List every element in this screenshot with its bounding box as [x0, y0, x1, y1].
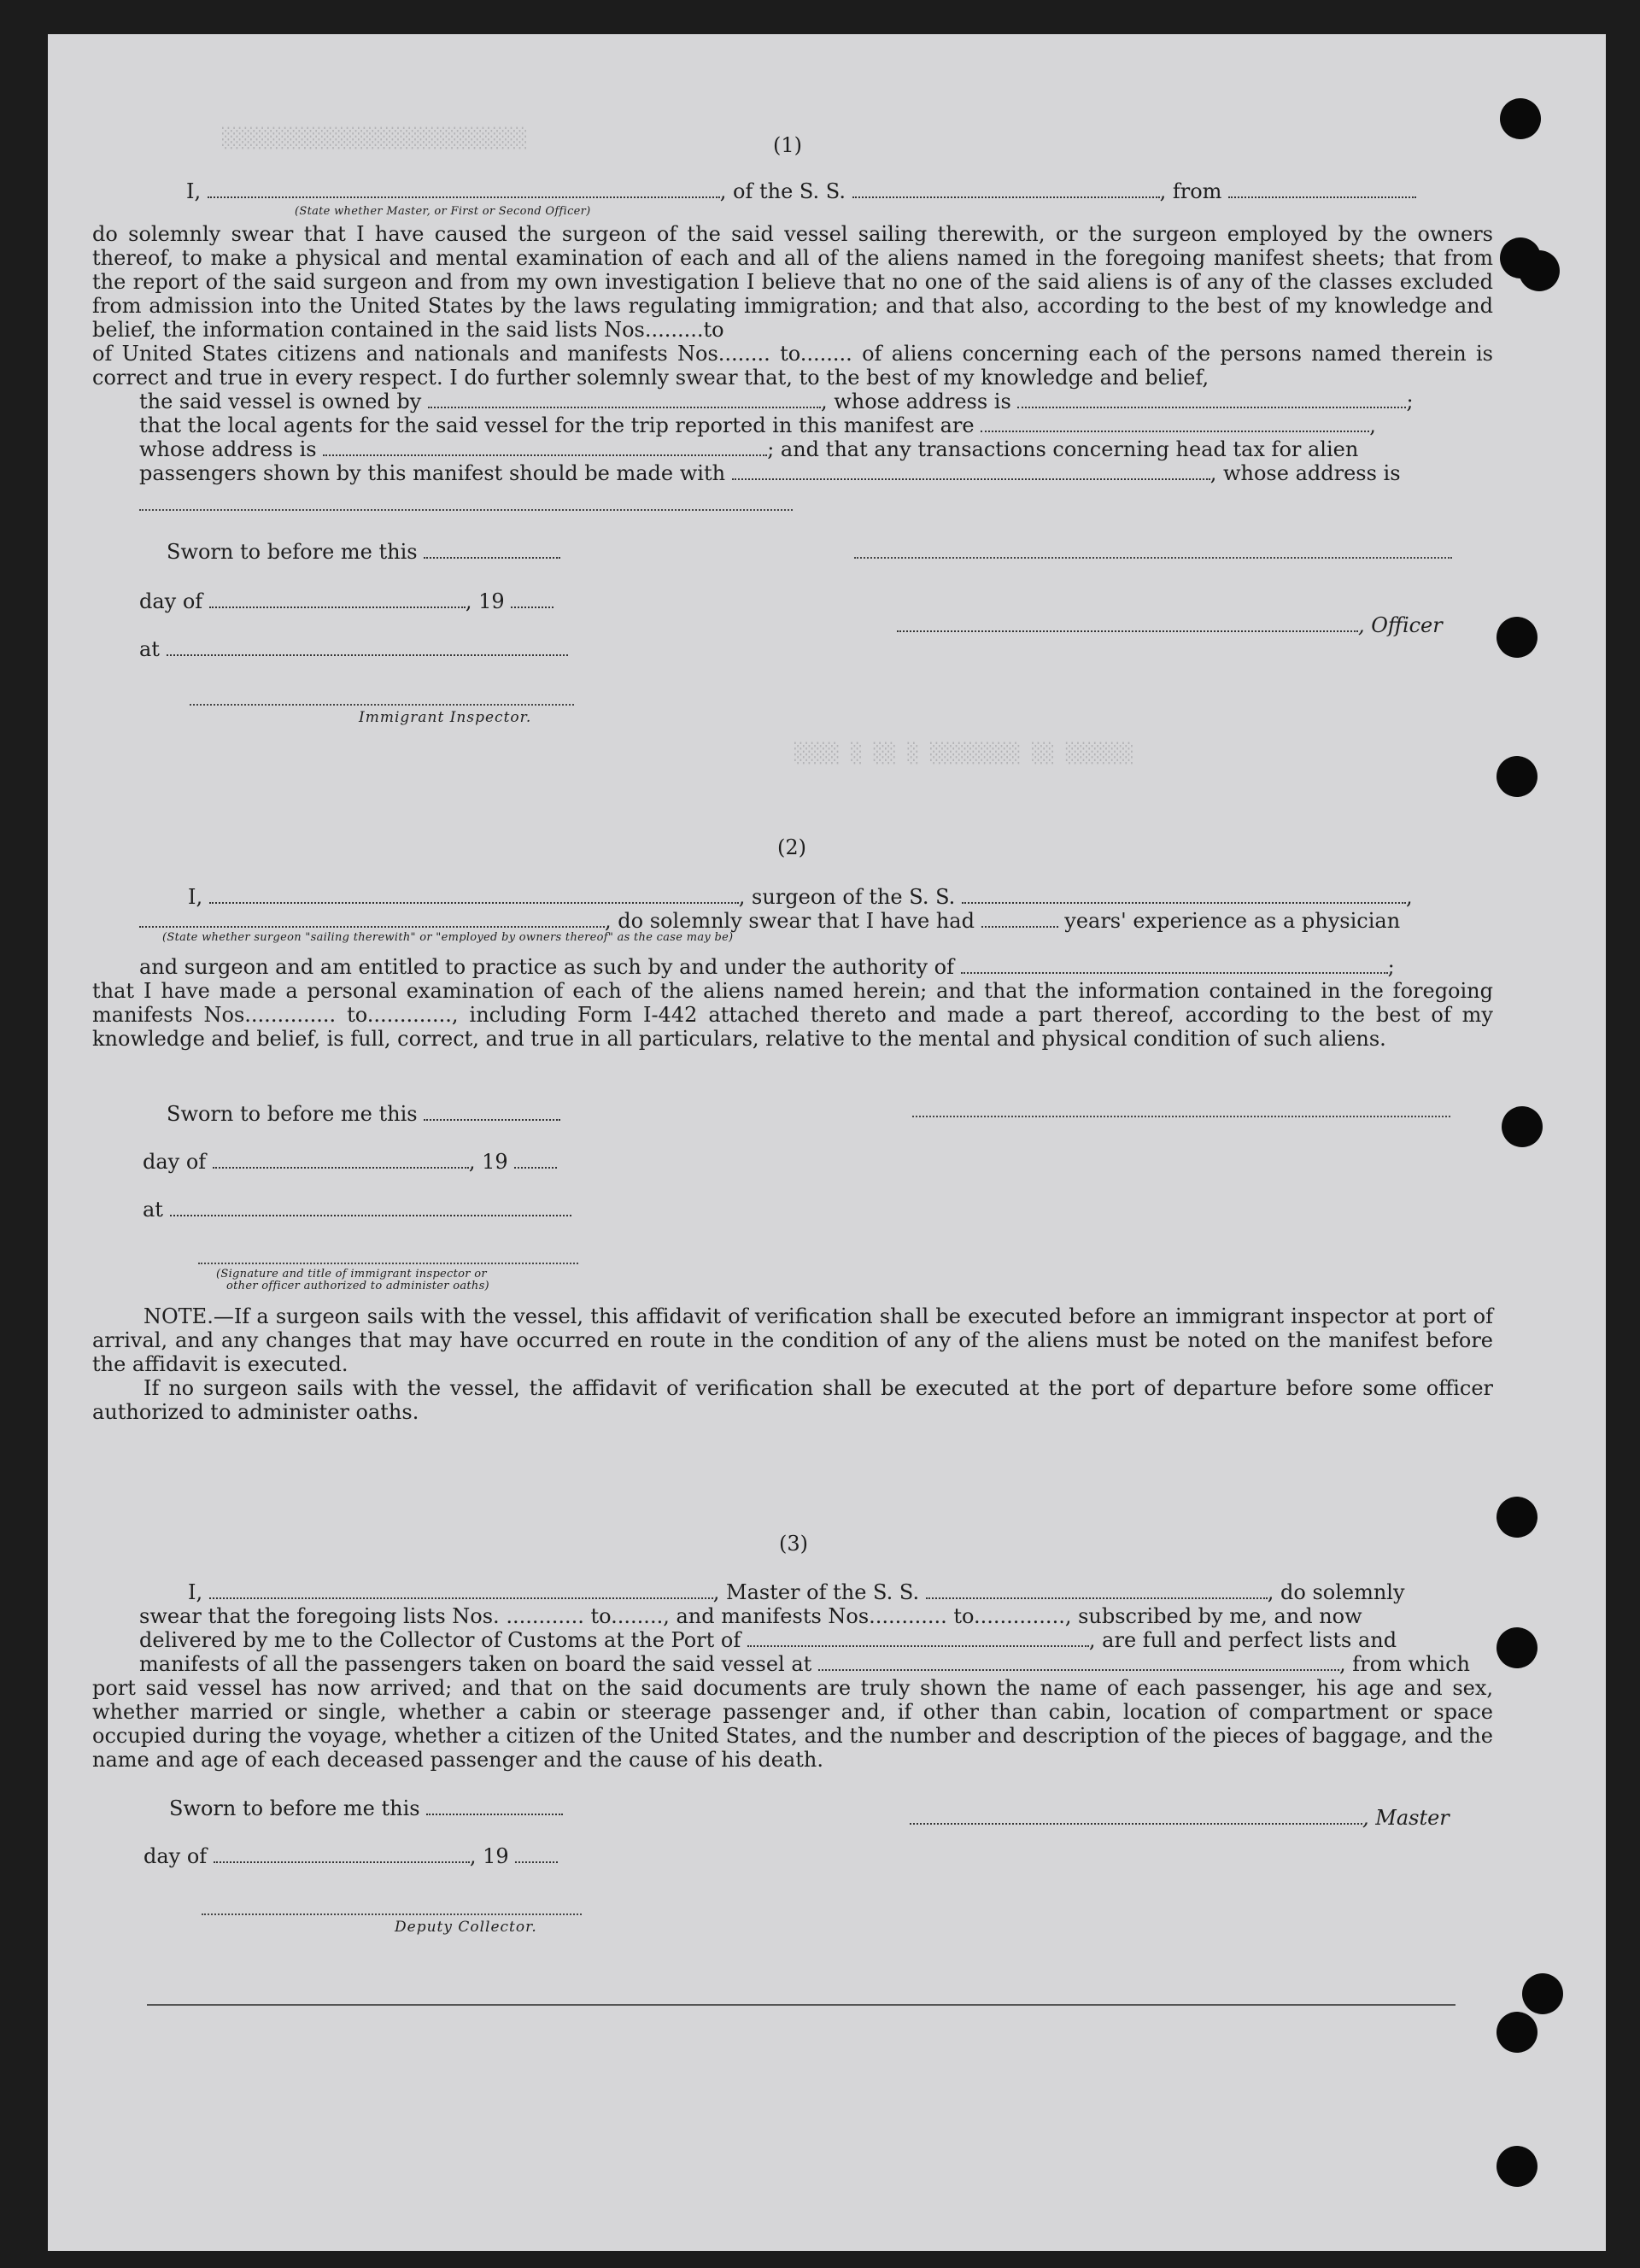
section3-paragraph: port said vessel has now arrived; and that on the said documents are truly shown the name of each passenger, his age and sex, whether married or single, whether a cabin or steerage passenger and, if other than cabin, location of compartment or space occupied during the voyage, whether a citizen of the United States, and the number and description of the pieces of baggage, and the name and age of each deceased passenger and the cause of his death. [92, 1676, 1493, 1772]
punch-hole [1502, 1106, 1543, 1147]
officer-line [897, 613, 1443, 637]
blank-year[interactable] [515, 1844, 558, 1863]
sworn-line-3 [169, 1796, 563, 1820]
blank-month[interactable] [209, 589, 466, 608]
label-owned-by: the said vessel is owned by [139, 390, 422, 413]
master-officer-note: (State whether Master, or First or Second Officer) [295, 205, 591, 218]
label-day-of: day of [143, 1150, 207, 1174]
label-years-experience: years' experience as a physician [1064, 909, 1401, 933]
label-do-solemnly: , do solemnly [1267, 1580, 1405, 1604]
sworn-line-1 [167, 540, 560, 564]
blank-sworn-date[interactable] [426, 1796, 563, 1815]
label-year: , 19 [468, 1150, 508, 1174]
label-passengers-address: , whose address is [1210, 461, 1401, 485]
blank-master-name[interactable] [208, 179, 720, 198]
signature-line-deputy[interactable] [202, 1913, 582, 1915]
at-line-2 [143, 1198, 571, 1222]
owned-by-line: the said vessel is owned by , whose address is ; [139, 390, 1414, 413]
blank-year[interactable] [514, 1150, 557, 1169]
at-line-1 [139, 637, 568, 661]
punch-hole [1522, 1973, 1563, 2014]
blank-vessel-name[interactable] [926, 1580, 1268, 1599]
label-master: , Master [1362, 1806, 1450, 1830]
label-authority: and surgeon and am entitled to practice as such by and under the authority of [139, 955, 954, 979]
section2-first-line: I, , surgeon of the S. S. , [188, 885, 1413, 909]
blank-port[interactable] [747, 1628, 1089, 1647]
note-paragraph-2: If no surgeon sails with the vessel, the affidavit of verification shall be executed at the port of departure before some officer authorized to administer oaths. [92, 1376, 1493, 1424]
label-whose-address: , whose address is [820, 390, 1011, 413]
blank-owner[interactable] [428, 390, 821, 408]
blank-head-tax-party[interactable] [732, 461, 1210, 480]
blank-surgeon-vessel[interactable] [962, 885, 1406, 904]
section1-paragraph-1: do solemnly swear that I have caused the surgeon of the said vessel sailing therewith, or the surgeon employed by the owners thereof, to make a physical and mental examination of each and all of the aliens named in the foregoing manifest sheets; that from the report of the said surgeon and from my own investigation I believe that no one of the said aliens is of any of the classes excluded from admission into the United States by the laws regulating immigration; and that also, according to the best of my knowledge and belief, the information contained in the said lists Nos.........to [92, 222, 1493, 342]
blank-from-port[interactable] [1228, 179, 1416, 198]
agents-line: that the local agents for the said vessel for the trip reported in this manifest are , [139, 413, 1376, 437]
blank-surgeon-name[interactable] [209, 885, 739, 904]
label-day-of: day of [144, 1844, 208, 1868]
blank-sworn-date[interactable] [424, 540, 560, 559]
label-from-which: , from which [1338, 1652, 1470, 1676]
blank-at-place[interactable] [170, 1198, 571, 1216]
blank-years[interactable] [981, 909, 1058, 928]
blank-at-place[interactable] [167, 637, 568, 656]
label-head-tax: ; and that any transactions concerning head tax for alien [767, 437, 1359, 461]
blank-vessel-name[interactable] [852, 179, 1160, 198]
section1-body [92, 222, 1493, 390]
section1-paragraph-2: of United States citizens and nationals and manifests Nos........ to........ of aliens concerning each of the persons named therein is correct and true in every respect. I do further solemnly swear that, to the best of my knowledge and belief, [92, 342, 1493, 390]
punch-hole [1496, 617, 1538, 658]
master-signature-line [910, 1806, 1450, 1830]
agents-address-line [139, 437, 1358, 461]
blank-sworn-date[interactable] [424, 1102, 560, 1121]
blank-authority[interactable] [961, 955, 1388, 974]
label-agents-address: whose address is [139, 437, 317, 461]
address-continuation-line[interactable] [139, 509, 793, 511]
passengers-line [139, 461, 1401, 485]
note-paragraph-1: NOTE.—If a surgeon sails with the vessel, this affidavit of verification shall be executed before an immigrant inspector at port of arrival, and any changes that may have occurred en route in the condition of any of the aliens must be noted on the manifest before the affidavit is executed. [92, 1304, 1493, 1376]
label-delivered: delivered by me to the Collector of Customs at the Port of [139, 1628, 741, 1652]
label-i: I, [188, 1580, 203, 1604]
punch-hole [1496, 1627, 1538, 1668]
punch-hole [1496, 1497, 1538, 1538]
day-of-line-1 [139, 589, 554, 613]
bleed-through-mark: ░░░░ ░ ░░ ░ ░░░░░░░░ ░░ ░░░░░░ [794, 743, 1134, 765]
delivered-line [139, 1628, 1397, 1652]
label-officer: , Officer [1358, 613, 1443, 637]
signature-line-administrator[interactable] [198, 1263, 578, 1264]
signature-line-officer[interactable] [854, 557, 1452, 559]
punch-hole [1519, 250, 1560, 291]
label-day-of: day of [139, 589, 203, 613]
label-swear-lists: swear that the foregoing lists Nos. ............ to........, and manifests Nos............ to.............., subscribed by me, and now [139, 1604, 1362, 1628]
blank-surgeon-capacity[interactable] [139, 909, 605, 928]
authority-line: and surgeon and am entitled to practice as such by and under the authority of ; [139, 955, 1395, 979]
administrator-note-1: (Signature and title of immigrant inspector or [216, 1268, 487, 1281]
day-of-line-3 [144, 1844, 558, 1868]
punch-hole [1500, 98, 1541, 139]
manifests-line [139, 1652, 1470, 1676]
bleed-through-mark: ░░░░░░░░░░░░░░░░░░░░░░░░░░░ [222, 128, 528, 149]
blank-officer[interactable] [897, 613, 1358, 632]
blank-agents[interactable] [981, 413, 1369, 432]
label-sworn: Sworn to before me this [167, 540, 418, 564]
day-of-line-2 [143, 1150, 557, 1174]
blank-departure-port[interactable] [818, 1652, 1339, 1671]
section-number-1: (1) [773, 133, 802, 157]
blank-master-name[interactable] [209, 1580, 713, 1599]
label-local-agents: that the local agents for the said vessel for the trip reported in this manifest are [139, 413, 975, 437]
surgeon-capacity-note: (State whether surgeon "sailing therewith" or "employed by owners thereof" as the case may be) [162, 931, 734, 944]
section-number-2: (2) [777, 835, 806, 859]
label-master-of-ss: , Master of the S. S. [712, 1580, 920, 1604]
bottom-rule [147, 2004, 1456, 2006]
swear-lists-line [139, 1604, 1362, 1628]
surgeon-swear-line [139, 909, 1400, 933]
label-manifests-taken: manifests of all the passengers taken on board the said vessel at [139, 1652, 812, 1676]
note-block [92, 1304, 1493, 1424]
blank-year[interactable] [511, 589, 554, 608]
blank-master-signature[interactable] [910, 1806, 1362, 1825]
blank-owner-address[interactable] [1017, 390, 1406, 408]
signature-line-inspector[interactable] [190, 704, 574, 706]
administrator-note-2: other officer authorized to administer oaths) [226, 1280, 489, 1292]
blank-month[interactable] [213, 1150, 469, 1169]
section2-body [92, 979, 1493, 1051]
label-year: , 19 [465, 589, 505, 613]
label-at: at [143, 1198, 163, 1222]
label-full-lists: , are full and perfect lists and [1088, 1628, 1397, 1652]
label-of-ss: , of the S. S. [719, 179, 846, 203]
section3-body [92, 1676, 1493, 1772]
deputy-caption: Deputy Collector. [395, 1919, 537, 1936]
punch-hole [1496, 2012, 1538, 2053]
blank-agents-address[interactable] [323, 437, 767, 456]
inspector-caption: Immigrant Inspector. [359, 709, 532, 726]
punch-hole [1496, 2146, 1538, 2187]
blank-month[interactable] [214, 1844, 470, 1863]
punch-hole [1496, 756, 1538, 797]
section-number-3: (3) [779, 1532, 808, 1556]
label-i: I, [188, 885, 203, 909]
label-have-had: , do solemnly swear that I have had [605, 909, 975, 933]
label-sworn: Sworn to before me this [167, 1102, 418, 1126]
signature-line-surgeon[interactable] [912, 1116, 1450, 1117]
label-surgeon-of-ss: , surgeon of the S. S. [738, 885, 956, 909]
label-sworn: Sworn to before me this [169, 1796, 420, 1820]
section1-first-line [186, 179, 1416, 203]
label-passengers: passengers shown by this manifest should be made with [139, 461, 726, 485]
sworn-line-2 [167, 1102, 560, 1126]
label-from: , from [1159, 179, 1222, 203]
label-i: I, [186, 179, 202, 203]
section3-first-line [188, 1580, 1405, 1604]
label-year: , 19 [469, 1844, 509, 1868]
section2-paragraph: that I have made a personal examination of each of the aliens named herein; and that the information contained in the foregoing manifests Nos.............. to............., including Form I-442 attached thereto and made a part thereof, according to the best of my knowledge and belief, is full, correct, and true in all particulars, relative to the mental and physical condition of such aliens. [92, 979, 1493, 1051]
label-at: at [139, 637, 160, 661]
